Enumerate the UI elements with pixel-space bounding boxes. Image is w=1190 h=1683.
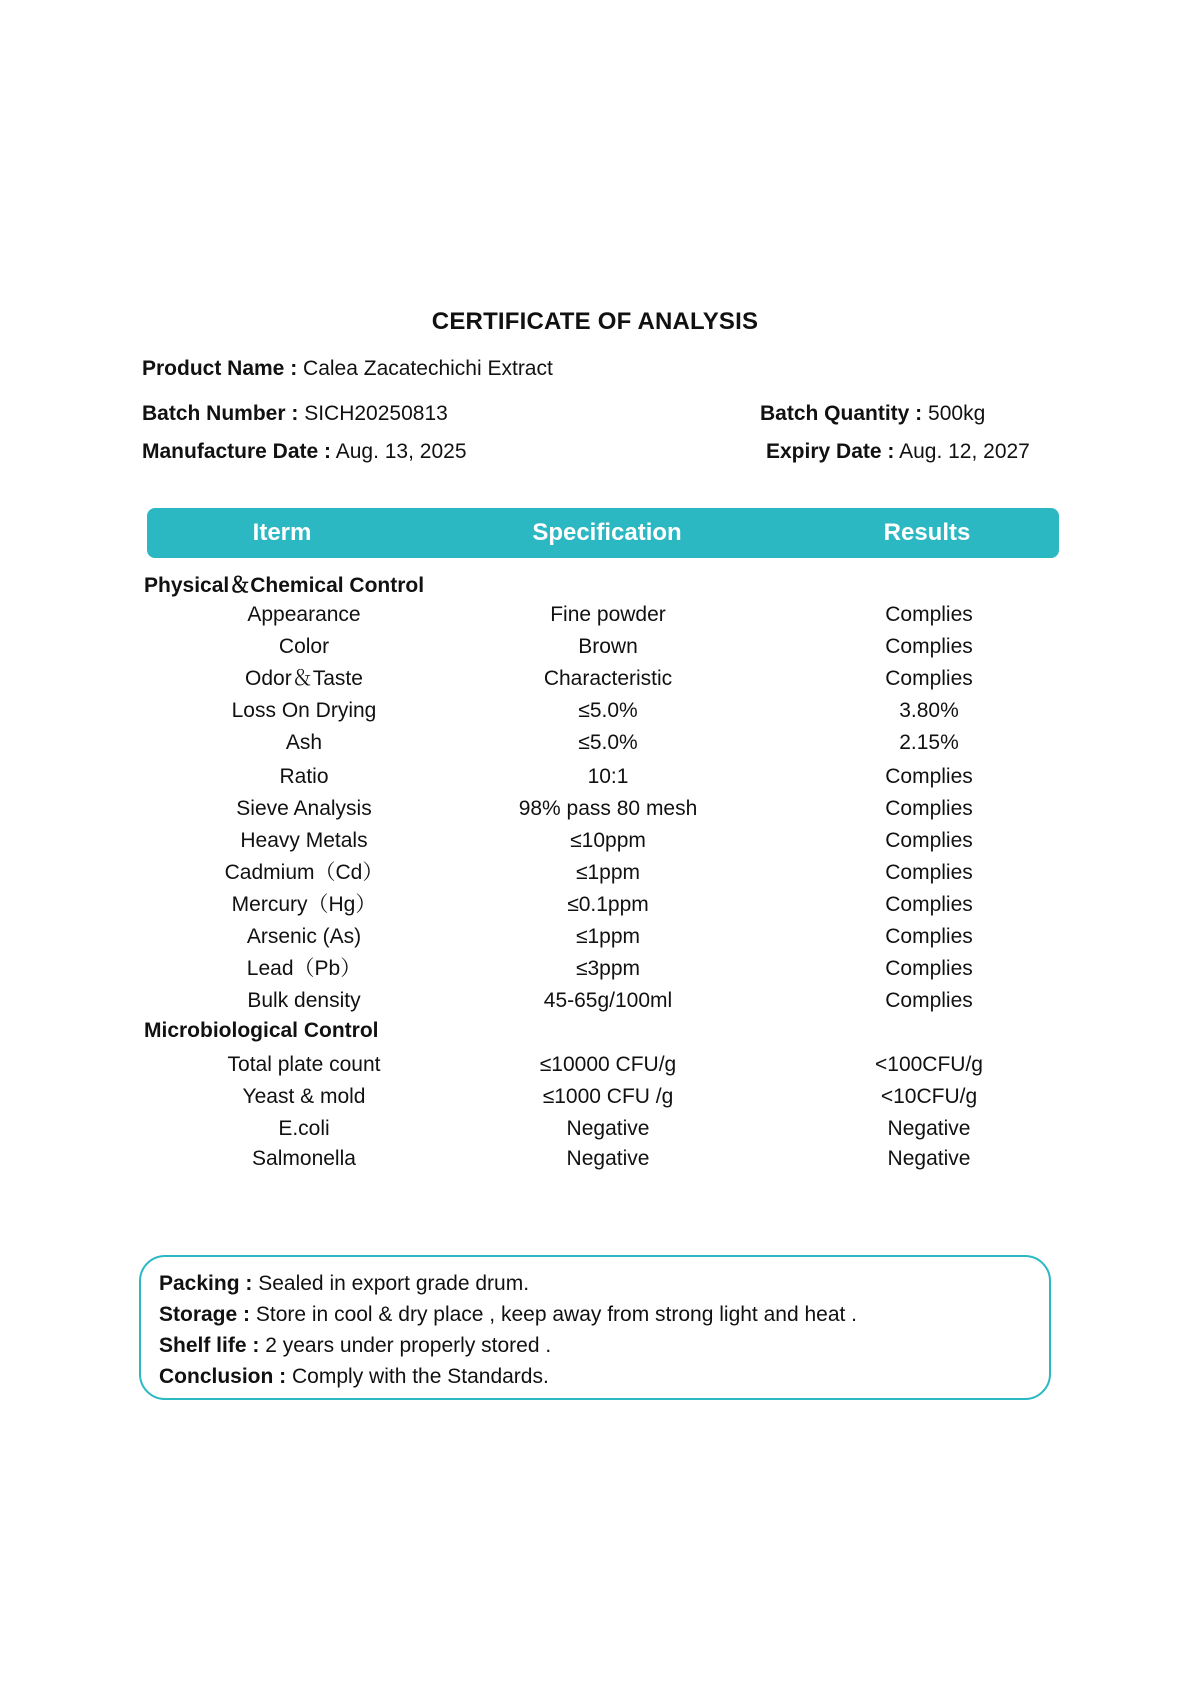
table-row bbox=[0, 664, 1190, 694]
result-cell: Complies bbox=[885, 989, 973, 1012]
product-name-value: Calea Zacatechichi Extract bbox=[303, 357, 553, 380]
batch-quantity bbox=[760, 402, 985, 426]
table-row bbox=[0, 632, 1190, 662]
specification-cell: ≤1000 CFU /g bbox=[542, 1085, 674, 1108]
item-cell: Lead（Pb） bbox=[246, 957, 362, 980]
specification-cell: ≤1ppm bbox=[575, 925, 641, 948]
batch-number-value: SICH20250813 bbox=[304, 402, 448, 425]
result-cell: 2.15% bbox=[899, 731, 959, 754]
item-cell: Total plate count bbox=[227, 1053, 381, 1076]
result-cell: <10CFU/g bbox=[880, 1085, 978, 1108]
specification-cell: Negative bbox=[566, 1147, 650, 1170]
table-row bbox=[0, 1114, 1190, 1144]
specification-cell: ≤1ppm bbox=[575, 861, 641, 884]
table-row bbox=[0, 890, 1190, 920]
item-cell: Arsenic (As) bbox=[246, 925, 362, 948]
item-cell: Appearance bbox=[247, 603, 361, 626]
result-cell: Complies bbox=[885, 893, 973, 916]
batch-number bbox=[142, 402, 448, 426]
specification-cell: ≤5.0% bbox=[578, 731, 638, 754]
batch-quantity-value: 500kg bbox=[928, 402, 986, 425]
table-row bbox=[0, 922, 1190, 952]
table-row bbox=[0, 1050, 1190, 1080]
expiry-date bbox=[766, 440, 1030, 464]
conclusion-value: Comply with the Standards. bbox=[292, 1365, 549, 1388]
item-cell: Cadmium（Cd） bbox=[224, 861, 384, 884]
result-cell: <100CFU/g bbox=[875, 1053, 983, 1076]
item-cell: Mercury（Hg） bbox=[231, 893, 377, 916]
manufacture-date bbox=[142, 440, 467, 464]
result-cell: Complies bbox=[885, 797, 973, 820]
storage-label: Storage : bbox=[159, 1303, 251, 1326]
specification-cell: Fine powder bbox=[550, 603, 666, 626]
result-cell: Negative bbox=[887, 1147, 971, 1170]
conclusion-label: Conclusion : bbox=[159, 1365, 287, 1388]
specification-cell: ≤5.0% bbox=[578, 699, 638, 722]
table-row bbox=[0, 858, 1190, 888]
result-cell: Complies bbox=[885, 765, 973, 788]
item-cell: Color bbox=[278, 635, 330, 658]
specification-cell: ≤10ppm bbox=[570, 829, 646, 852]
manufacture-date-value: Aug. 13, 2025 bbox=[335, 440, 467, 463]
result-cell: Complies bbox=[885, 925, 973, 948]
item-cell: E.coli bbox=[278, 1117, 330, 1140]
conclusion-line bbox=[159, 1365, 549, 1389]
item-cell: Yeast & mold bbox=[242, 1085, 366, 1108]
header-specification: Specification bbox=[532, 519, 682, 546]
specification-cell: 10:1 bbox=[587, 765, 629, 788]
result-cell: Complies bbox=[885, 957, 973, 980]
item-cell: Heavy Metals bbox=[240, 829, 368, 852]
header-item: Iterm bbox=[252, 519, 312, 546]
storage-line bbox=[159, 1303, 857, 1327]
item-cell: Ash bbox=[285, 731, 323, 754]
header-results: Results bbox=[883, 519, 971, 546]
result-cell: Negative bbox=[887, 1117, 971, 1140]
storage-value: Store in cool & dry place , keep away from strong light and heat . bbox=[255, 1303, 858, 1326]
batch-quantity-label: Batch Quantity : bbox=[760, 402, 923, 425]
specification-cell: 45-65g/100ml bbox=[543, 989, 673, 1012]
shelf-life-value: 2 years under properly stored . bbox=[265, 1334, 552, 1357]
specification-cell: Brown bbox=[578, 635, 638, 658]
table-row bbox=[0, 826, 1190, 856]
shelf-life-label: Shelf life : bbox=[159, 1334, 260, 1357]
result-cell: Complies bbox=[885, 635, 973, 658]
expiry-date-value: Aug. 12, 2027 bbox=[899, 440, 1030, 463]
table-row bbox=[0, 1082, 1190, 1112]
expiry-date-label: Expiry Date : bbox=[766, 440, 895, 463]
item-cell: Loss On Drying bbox=[231, 699, 377, 722]
section-title-physical-chemical: Physical＆Chemical Control bbox=[144, 574, 425, 597]
result-cell: Complies bbox=[885, 603, 973, 626]
product-name bbox=[142, 357, 553, 381]
table-header bbox=[147, 508, 1059, 558]
section-title-microbiological: Microbiological Control bbox=[144, 1019, 379, 1042]
item-cell: Salmonella bbox=[252, 1147, 356, 1170]
document-title: CERTIFICATE OF ANALYSIS bbox=[431, 308, 759, 335]
specification-cell: ≤0.1ppm bbox=[567, 893, 649, 916]
result-cell: Complies bbox=[885, 829, 973, 852]
table-row bbox=[0, 1144, 1190, 1174]
table-row bbox=[0, 986, 1190, 1016]
specification-cell: 98% pass 80 mesh bbox=[518, 797, 698, 820]
packing-line bbox=[159, 1272, 529, 1296]
table-row bbox=[0, 728, 1190, 758]
table-row bbox=[0, 696, 1190, 726]
specification-cell: ≤10000 CFU/g bbox=[539, 1053, 677, 1076]
item-cell: Bulk density bbox=[247, 989, 361, 1012]
table-row bbox=[0, 954, 1190, 984]
packing-value: Sealed in export grade drum. bbox=[258, 1272, 530, 1295]
specification-cell: Characteristic bbox=[543, 667, 673, 690]
packing-label: Packing : bbox=[159, 1272, 253, 1295]
item-cell: Ratio bbox=[279, 765, 329, 788]
shelf-life-line bbox=[159, 1334, 551, 1358]
table-row bbox=[0, 762, 1190, 792]
batch-number-label: Batch Number : bbox=[142, 402, 299, 425]
result-cell: 3.80% bbox=[899, 699, 959, 722]
table-row bbox=[0, 794, 1190, 824]
specification-cell: Negative bbox=[566, 1117, 650, 1140]
result-cell: Complies bbox=[885, 667, 973, 690]
product-name-label: Product Name : bbox=[142, 357, 298, 380]
item-cell: Odor＆Taste bbox=[245, 667, 363, 690]
table-row bbox=[0, 600, 1190, 630]
item-cell: Sieve Analysis bbox=[236, 797, 372, 820]
manufacture-date-label: Manufacture Date : bbox=[142, 440, 332, 463]
result-cell: Complies bbox=[885, 861, 973, 884]
specification-cell: ≤3ppm bbox=[575, 957, 641, 980]
